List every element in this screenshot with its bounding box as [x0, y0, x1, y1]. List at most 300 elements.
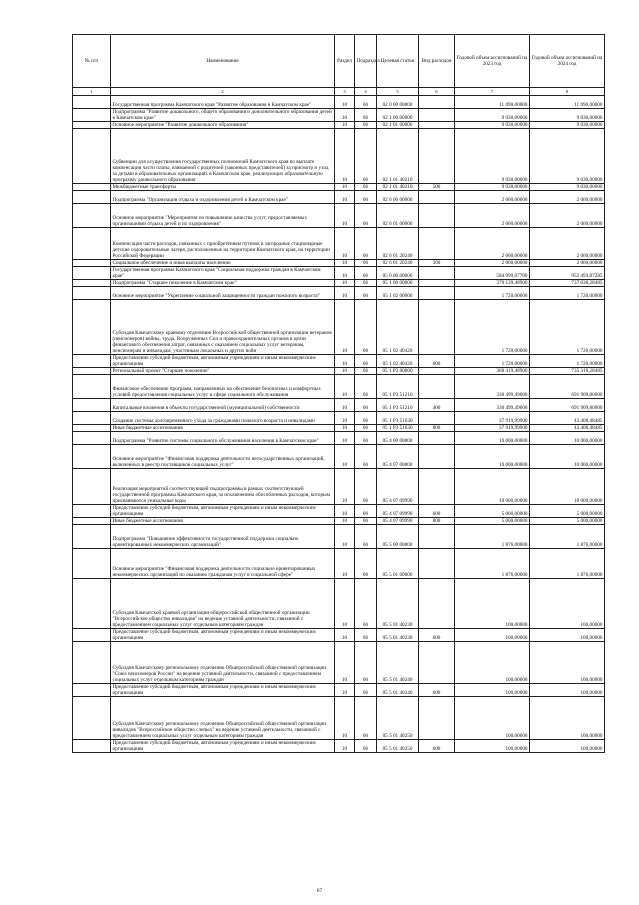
table-row — [73, 368, 605, 375]
cell-num — [73, 684, 111, 697]
cell-vr — [419, 375, 455, 399]
cell-2024: 691 909,80000 — [530, 399, 605, 412]
table-row — [73, 525, 605, 549]
cell-name: Субвенции для осуществления государственных полномочий Камчатского края по выплате компенсации части платы, взимаемой с родителей (законных представителей) за присмотр и уход за детьми в образовательных организациях в Камчатском крае, реализующих образовательную программу дошкольного образования — [111, 129, 335, 184]
cell-razdel: 10 — [335, 697, 355, 740]
cell-2024: 100,00000 — [530, 642, 605, 684]
cell-podrazdel: 06 — [355, 280, 377, 287]
cell-2024: 691 909,80000 — [530, 375, 605, 399]
cell-num — [73, 368, 111, 375]
cell-2023: 9 030,00000 — [455, 129, 530, 184]
page-number: 67 — [316, 888, 323, 894]
cell-num — [73, 375, 111, 399]
table-row — [73, 469, 605, 505]
cell-podrazdel: 06 — [355, 204, 377, 228]
cell-razdel: 10 — [335, 642, 355, 684]
cell-vr — [419, 549, 455, 579]
cell-vr — [419, 228, 455, 260]
cell-cs: 05 1 P3 51630 — [377, 425, 419, 432]
cell-razdel: 10 — [335, 228, 355, 260]
cell-podrazdel: 06 — [355, 629, 377, 642]
cell-razdel: 10 — [335, 368, 355, 375]
cell-razdel: 10 — [335, 267, 355, 280]
cell-2024: 9 030,00000 — [530, 109, 605, 122]
cell-name: Подпрограмма "Старшее поколение в Камчатском крае" — [111, 280, 335, 287]
cell-cs: 05 1 02 00000 — [377, 287, 419, 300]
cell-2024: 735 318,28485 — [530, 368, 605, 375]
cell-2023: 9 030,00000 — [455, 109, 530, 122]
cell-2023: 2 060,00000 — [455, 204, 530, 228]
table-row — [73, 355, 605, 368]
cell-name: Создание системы долговременного ухода за гражданами пожилого возраста и инвалидами — [111, 412, 335, 425]
cell-razdel: 10 — [335, 412, 355, 425]
cell-podrazdel: 06 — [355, 425, 377, 432]
cell-num — [73, 129, 111, 184]
cell-cs: 02 1 01 40210 — [377, 129, 419, 184]
table-row — [73, 549, 605, 579]
table-row — [73, 129, 605, 184]
cell-vr: 600 — [419, 740, 455, 753]
cell-2023: 584 999,07700 — [455, 267, 530, 280]
cell-podrazdel: 06 — [355, 697, 377, 740]
cell-2024: 9 030,00000 — [530, 129, 605, 184]
cell-cs: 05 1 P3 51630 — [377, 412, 419, 425]
cell-vr — [419, 445, 455, 469]
cell-razdel: 10 — [335, 287, 355, 300]
cell-2023: 10 000,00000 — [455, 445, 530, 469]
header-num: № п/п — [73, 35, 111, 88]
cell-name: Капитальные вложения в объекты государственной (муниципальной) собственности — [111, 399, 335, 412]
cell-num — [73, 740, 111, 753]
cell-vr — [419, 109, 455, 122]
cell-podrazdel: 06 — [355, 740, 377, 753]
cell-name: Предоставление субсидий бюджетным, автономным учреждениям и иным некоммерческим организациям — [111, 355, 335, 368]
cell-vr — [419, 579, 455, 629]
cell-name: Основное мероприятие "Укрепление социальной защищенности граждан пожилого возраста" — [111, 287, 335, 300]
cell-2024: 10 000,00000 — [530, 432, 605, 445]
cell-razdel: 10 — [335, 505, 355, 518]
cell-name: Иные бюджетные ассигнования — [111, 425, 335, 432]
colnum-7: 7 — [455, 88, 530, 96]
cell-name: Основное мероприятие "Финансовая поддержка деятельности социально ориентированных некоммерческих организаций по оказанию гражданам услуг в социальной сфере" — [111, 549, 335, 579]
cell-2024: 2 060,00000 — [530, 260, 605, 267]
table-header-row — [73, 35, 605, 88]
cell-num — [73, 425, 111, 432]
table-row — [73, 267, 605, 280]
cell-podrazdel: 06 — [355, 184, 377, 191]
cell-2024: 1 876,00000 — [530, 549, 605, 579]
header-podrazdel: Подраздел — [355, 35, 377, 88]
cell-name: Предоставление субсидий бюджетным, автономным учреждениям и иным некоммерческим организациям — [111, 684, 335, 697]
table-row — [73, 96, 605, 109]
table-row — [73, 684, 605, 697]
cell-podrazdel: 06 — [355, 191, 377, 204]
table-row — [73, 375, 605, 399]
cell-razdel: 10 — [335, 525, 355, 549]
cell-num — [73, 228, 111, 260]
cell-vr — [419, 129, 455, 184]
cell-2024: 5 000,00000 — [530, 518, 605, 525]
cell-podrazdel: 06 — [355, 579, 377, 629]
cell-vr: 300 — [419, 260, 455, 267]
cell-razdel: 10 — [335, 375, 355, 399]
cell-2024: 1 876,00000 — [530, 525, 605, 549]
cell-cs: 02 1 01 00000 — [377, 122, 419, 129]
table-row — [73, 399, 605, 412]
cell-podrazdel: 06 — [355, 109, 377, 122]
cell-2023: 100,00000 — [455, 642, 530, 684]
header-2024: Годовой объем ассигнований на 2024 год — [530, 35, 605, 88]
cell-2023: 1 720,00000 — [455, 300, 530, 355]
cell-2023: 10 000,00000 — [455, 469, 530, 505]
cell-vr — [419, 525, 455, 549]
cell-razdel: 10 — [335, 740, 355, 753]
cell-2023: 100,00000 — [455, 629, 530, 642]
cell-2023: 37 919,99900 — [455, 425, 530, 432]
header-razdel: Раздел — [335, 35, 355, 88]
cell-num — [73, 432, 111, 445]
cell-2023: 1 876,00000 — [455, 525, 530, 549]
cell-vr: 500 — [419, 184, 455, 191]
cell-2024: 100,00000 — [530, 684, 605, 697]
cell-cs: 02 1 01 40210 — [377, 184, 419, 191]
cell-vr — [419, 469, 455, 505]
cell-num — [73, 184, 111, 191]
table-row — [73, 228, 605, 260]
cell-name: Реализация мероприятий соответствующей подпрограммы в рамках соответствующей государственной программы Камчатского края, за исключением обособленных расходов, которым присваиваются уникальные коды — [111, 469, 335, 505]
cell-vr — [419, 191, 455, 204]
cell-vr — [419, 412, 455, 425]
cell-2024: 1 720,00000 — [530, 287, 605, 300]
table-row — [73, 642, 605, 684]
cell-2024: 100,00000 — [530, 629, 605, 642]
cell-2024: 2 060,00000 — [530, 204, 605, 228]
cell-podrazdel: 06 — [355, 445, 377, 469]
cell-vr: 800 — [419, 518, 455, 525]
cell-podrazdel: 06 — [355, 469, 377, 505]
cell-cs: 05 4 07 09990 — [377, 505, 419, 518]
cell-name: Подпрограмма "Развитие дошкольного, общего образования и дополнительного образования детей в Камчатском крае" — [111, 109, 335, 122]
cell-cs: 05 5 01 40230 — [377, 579, 419, 629]
cell-podrazdel: 06 — [355, 642, 377, 684]
header-2023: Годовой объем ассигнований на 2023 год — [455, 35, 530, 88]
cell-razdel: 10 — [335, 129, 355, 184]
cell-cs: 05 4 07 09990 — [377, 469, 419, 505]
cell-2023: 100,00000 — [455, 579, 530, 629]
cell-num — [73, 469, 111, 505]
cell-2024: 2 060,00000 — [530, 191, 605, 204]
cell-2023: 370 139,48900 — [455, 280, 530, 287]
cell-razdel: 10 — [335, 432, 355, 445]
cell-podrazdel: 06 — [355, 129, 377, 184]
cell-2024: 100,00000 — [530, 697, 605, 740]
cell-num — [73, 549, 111, 579]
cell-cs: 05 5 01 40250 — [377, 740, 419, 753]
cell-name: Основное мероприятие "Финансовая поддержка деятельности негосударственных организаций, включенных в реестр поставщиков социальных услуг" — [111, 445, 335, 469]
colnum-6: 6 — [419, 88, 455, 96]
cell-cs: 05 4 07 09990 — [377, 518, 419, 525]
colnum-3: 3 — [335, 88, 355, 96]
cell-2024: 43 408,48485 — [530, 412, 605, 425]
cell-2023: 9 030,00000 — [455, 184, 530, 191]
cell-num — [73, 122, 111, 129]
cell-name: Социальное обеспечение и иные выплаты населению — [111, 260, 335, 267]
cell-name: Подпрограмма "Организация отдыха и оздоровления детей в Камчатском крае" — [111, 191, 335, 204]
cell-vr — [419, 697, 455, 740]
cell-num — [73, 579, 111, 629]
cell-vr — [419, 204, 455, 228]
cell-num — [73, 629, 111, 642]
cell-cs: 05 1 P3 51210 — [377, 399, 419, 412]
table-row — [73, 300, 605, 355]
cell-2024: 952 493,87285 — [530, 267, 605, 280]
cell-podrazdel: 06 — [355, 505, 377, 518]
cell-num — [73, 109, 111, 122]
cell-cs: 02 6 00 00000 — [377, 191, 419, 204]
cell-name: Региональный проект "Старшее поколение" — [111, 368, 335, 375]
table-body — [73, 96, 605, 753]
cell-name: Субсидия Камчатскому краевому отделению Всероссийской общественной организации ветеранов (пенсионеров) войны, труда, Вооруженных Сил и правоохранительных органов в целях финансового обеспечения затрат, связанных с оказанием социальных услуг ветеранам, пенсионерам и инвалидам, участникам локальных и других войн — [111, 300, 335, 355]
cell-podrazdel: 06 — [355, 287, 377, 300]
cell-name: Основное мероприятие "Мероприятия по повышению качества услуг, предоставляемых организациями отдыха детей и их оздоровления" — [111, 204, 335, 228]
table-row — [73, 184, 605, 191]
cell-podrazdel: 06 — [355, 368, 377, 375]
colnum-5: 5 — [377, 88, 419, 96]
cell-name: Предоставление субсидий бюджетным, автономным учреждениям и иным некоммерческим организациям — [111, 740, 335, 753]
cell-name: Основное мероприятие "Развитие дошкольного образования" — [111, 122, 335, 129]
cell-vr — [419, 287, 455, 300]
cell-podrazdel: 06 — [355, 375, 377, 399]
cell-2023: 5 000,00000 — [455, 518, 530, 525]
table-row — [73, 260, 605, 267]
cell-cs: 05 5 00 00000 — [377, 525, 419, 549]
cell-podrazdel: 06 — [355, 399, 377, 412]
cell-name: Подпрограмма "Повышение эффективности государственной поддержки социально ориентированных некоммерческих организаций" — [111, 525, 335, 549]
header-name: Наименование — [111, 35, 335, 88]
cell-razdel: 10 — [335, 399, 355, 412]
cell-num — [73, 300, 111, 355]
cell-2023: 368 419,48900 — [455, 368, 530, 375]
cell-vr — [419, 280, 455, 287]
cell-name: Иные бюджетные ассигнования — [111, 518, 335, 525]
cell-razdel: 10 — [335, 191, 355, 204]
cell-cs: 05 5 01 40230 — [377, 629, 419, 642]
cell-vr: 600 — [419, 355, 455, 368]
cell-num — [73, 505, 111, 518]
table-row — [73, 505, 605, 518]
cell-razdel: 10 — [335, 445, 355, 469]
cell-num — [73, 697, 111, 740]
cell-podrazdel: 06 — [355, 300, 377, 355]
cell-podrazdel: 06 — [355, 518, 377, 525]
cell-vr — [419, 368, 455, 375]
cell-vr — [419, 96, 455, 109]
header-cs: Целевая статья — [377, 35, 419, 88]
cell-2023: 330 499,49000 — [455, 399, 530, 412]
document-page — [72, 34, 604, 753]
cell-razdel: 10 — [335, 109, 355, 122]
cell-podrazdel: 06 — [355, 525, 377, 549]
cell-2023: 2 060,00000 — [455, 260, 530, 267]
cell-2024: 100,00000 — [530, 740, 605, 753]
cell-name: Субсидия Камчатскому региональному отделению Общероссийской общественной организации "Союз пенсионеров России" на ведение уставной деятельности, связанной с предоставлением социальных услуг отдельным категориям граждан — [111, 642, 335, 684]
cell-2023: 2 060,00000 — [455, 191, 530, 204]
cell-name: Компенсация части расходов, связанных с приобретением путевок в загородные стационарные детские оздоровительные лагеря, расположенные на территории Камчатского края, на территории Российской Федерации — [111, 228, 335, 260]
cell-2023: 1 720,00000 — [455, 287, 530, 300]
cell-num — [73, 642, 111, 684]
cell-2023: 100,00000 — [455, 684, 530, 697]
cell-name: Предоставление субсидий бюджетным, автономным учреждениям и иным некоммерческим организациям — [111, 629, 335, 642]
cell-razdel: 10 — [335, 280, 355, 287]
cell-vr — [419, 267, 455, 280]
cell-podrazdel: 06 — [355, 96, 377, 109]
cell-num — [73, 399, 111, 412]
cell-name: Государственная программа Камчатского края "Социальная поддержка граждан в Камчатском крае" — [111, 267, 335, 280]
cell-razdel: 10 — [335, 579, 355, 629]
cell-name: Межбюджетные трансферты — [111, 184, 335, 191]
colnum-4: 4 — [355, 88, 377, 96]
table-row — [73, 629, 605, 642]
colnum-1: 1 — [73, 88, 111, 96]
cell-vr — [419, 122, 455, 129]
cell-cs: 02 0 00 00000 — [377, 96, 419, 109]
cell-cs: 05 5 01 40240 — [377, 684, 419, 697]
budget-table — [72, 34, 605, 753]
cell-podrazdel: 06 — [355, 549, 377, 579]
cell-razdel: 10 — [335, 300, 355, 355]
cell-num — [73, 518, 111, 525]
cell-num — [73, 525, 111, 549]
colnum-2: 2 — [111, 88, 335, 96]
cell-razdel: 10 — [335, 204, 355, 228]
cell-2024: 100,00000 — [530, 579, 605, 629]
cell-razdel: 10 — [335, 260, 355, 267]
cell-cs: 05 0 00 00000 — [377, 267, 419, 280]
cell-razdel: 10 — [335, 425, 355, 432]
table-row — [73, 109, 605, 122]
cell-podrazdel: 06 — [355, 432, 377, 445]
table-row — [73, 445, 605, 469]
cell-num — [73, 287, 111, 300]
cell-num — [73, 260, 111, 267]
cell-2023: 1 876,00000 — [455, 549, 530, 579]
cell-2024: 9 030,00000 — [530, 184, 605, 191]
cell-name: Государственная программа Камчатского края "Развитие образования в Камчатском крае" — [111, 96, 335, 109]
cell-cs: 05 1 P3 00000 — [377, 368, 419, 375]
cell-2023: 100,00000 — [455, 697, 530, 740]
cell-vr: 600 — [419, 629, 455, 642]
cell-cs: 05 1 02 40420 — [377, 355, 419, 368]
cell-num — [73, 191, 111, 204]
cell-2023: 330 499,49000 — [455, 375, 530, 399]
cell-2024: 11 090,00000 — [530, 96, 605, 109]
cell-razdel: 10 — [335, 518, 355, 525]
table-row — [73, 579, 605, 629]
cell-name: Финансовое обеспечение программ, направленных на обеспечение безопасных и комфортных условий предоставления социальных услуг в сфере социального обслуживания — [111, 375, 335, 399]
table-row — [73, 122, 605, 129]
cell-cs: 05 4 07 00000 — [377, 445, 419, 469]
cell-razdel: 10 — [335, 629, 355, 642]
cell-num — [73, 445, 111, 469]
cell-podrazdel: 06 — [355, 122, 377, 129]
cell-podrazdel: 06 — [355, 684, 377, 697]
cell-podrazdel: 06 — [355, 355, 377, 368]
cell-podrazdel: 06 — [355, 228, 377, 260]
cell-name: Подпрограмма "Развитие системы социального обслуживания населения в Камчатском крае" — [111, 432, 335, 445]
cell-2024: 10 000,00000 — [530, 445, 605, 469]
cell-podrazdel: 06 — [355, 267, 377, 280]
cell-name: Субсидия Камчатскому региональному отделению Общероссийской общественной организации инвалидов "Всероссийское общество слепых" на ведение уставной деятельности, связанной с предоставлением социальных услуг отдельным категориям граждан — [111, 697, 335, 740]
cell-cs: 05 5 01 40240 — [377, 642, 419, 684]
cell-2023: 10 000,00000 — [455, 432, 530, 445]
column-number-row — [73, 88, 605, 96]
cell-cs: 02 1 00 00000 — [377, 109, 419, 122]
table-row — [73, 412, 605, 425]
cell-2023: 37 919,99900 — [455, 412, 530, 425]
cell-razdel: 10 — [335, 355, 355, 368]
cell-num — [73, 204, 111, 228]
table-row — [73, 280, 605, 287]
cell-vr: 400 — [419, 399, 455, 412]
cell-num — [73, 355, 111, 368]
table-row — [73, 204, 605, 228]
table-row — [73, 191, 605, 204]
cell-num — [73, 280, 111, 287]
cell-2023: 11 090,00000 — [455, 96, 530, 109]
cell-vr: 800 — [419, 425, 455, 432]
cell-cs: 02 6 01 20240 — [377, 260, 419, 267]
header-vr: Вид расходов — [419, 35, 455, 88]
cell-vr: 600 — [419, 684, 455, 697]
cell-2024: 1 720,00000 — [530, 300, 605, 355]
table-row — [73, 697, 605, 740]
table-row — [73, 425, 605, 432]
table-row — [73, 287, 605, 300]
cell-2024: 737 038,28485 — [530, 280, 605, 287]
cell-2024: 2 060,00000 — [530, 228, 605, 260]
table-row — [73, 518, 605, 525]
cell-cs: 02 6 01 20240 — [377, 228, 419, 260]
cell-2024: 10 000,00000 — [530, 469, 605, 505]
cell-2023: 100,00000 — [455, 740, 530, 753]
cell-cs: 05 5 01 00000 — [377, 549, 419, 579]
cell-vr — [419, 642, 455, 684]
cell-2023: 2 060,00000 — [455, 228, 530, 260]
colnum-8: 8 — [530, 88, 605, 96]
cell-razdel: 10 — [335, 184, 355, 191]
cell-razdel: 10 — [335, 122, 355, 129]
cell-vr — [419, 300, 455, 355]
cell-2023: 5 000,00000 — [455, 505, 530, 518]
cell-razdel: 10 — [335, 96, 355, 109]
cell-vr — [419, 432, 455, 445]
table-row — [73, 740, 605, 753]
cell-razdel: 10 — [335, 549, 355, 579]
cell-cs: 02 6 01 00000 — [377, 204, 419, 228]
cell-podrazdel: 06 — [355, 260, 377, 267]
cell-num — [73, 412, 111, 425]
cell-2023: 9 030,00000 — [455, 122, 530, 129]
cell-2024: 5 000,00000 — [530, 505, 605, 518]
cell-num — [73, 96, 111, 109]
cell-razdel: 10 — [335, 684, 355, 697]
cell-cs: 05 5 01 40250 — [377, 697, 419, 740]
table-row — [73, 432, 605, 445]
cell-2024: 43 408,48485 — [530, 425, 605, 432]
cell-2024: 9 030,00000 — [530, 122, 605, 129]
cell-2023: 1 720,00000 — [455, 355, 530, 368]
cell-vr: 600 — [419, 505, 455, 518]
